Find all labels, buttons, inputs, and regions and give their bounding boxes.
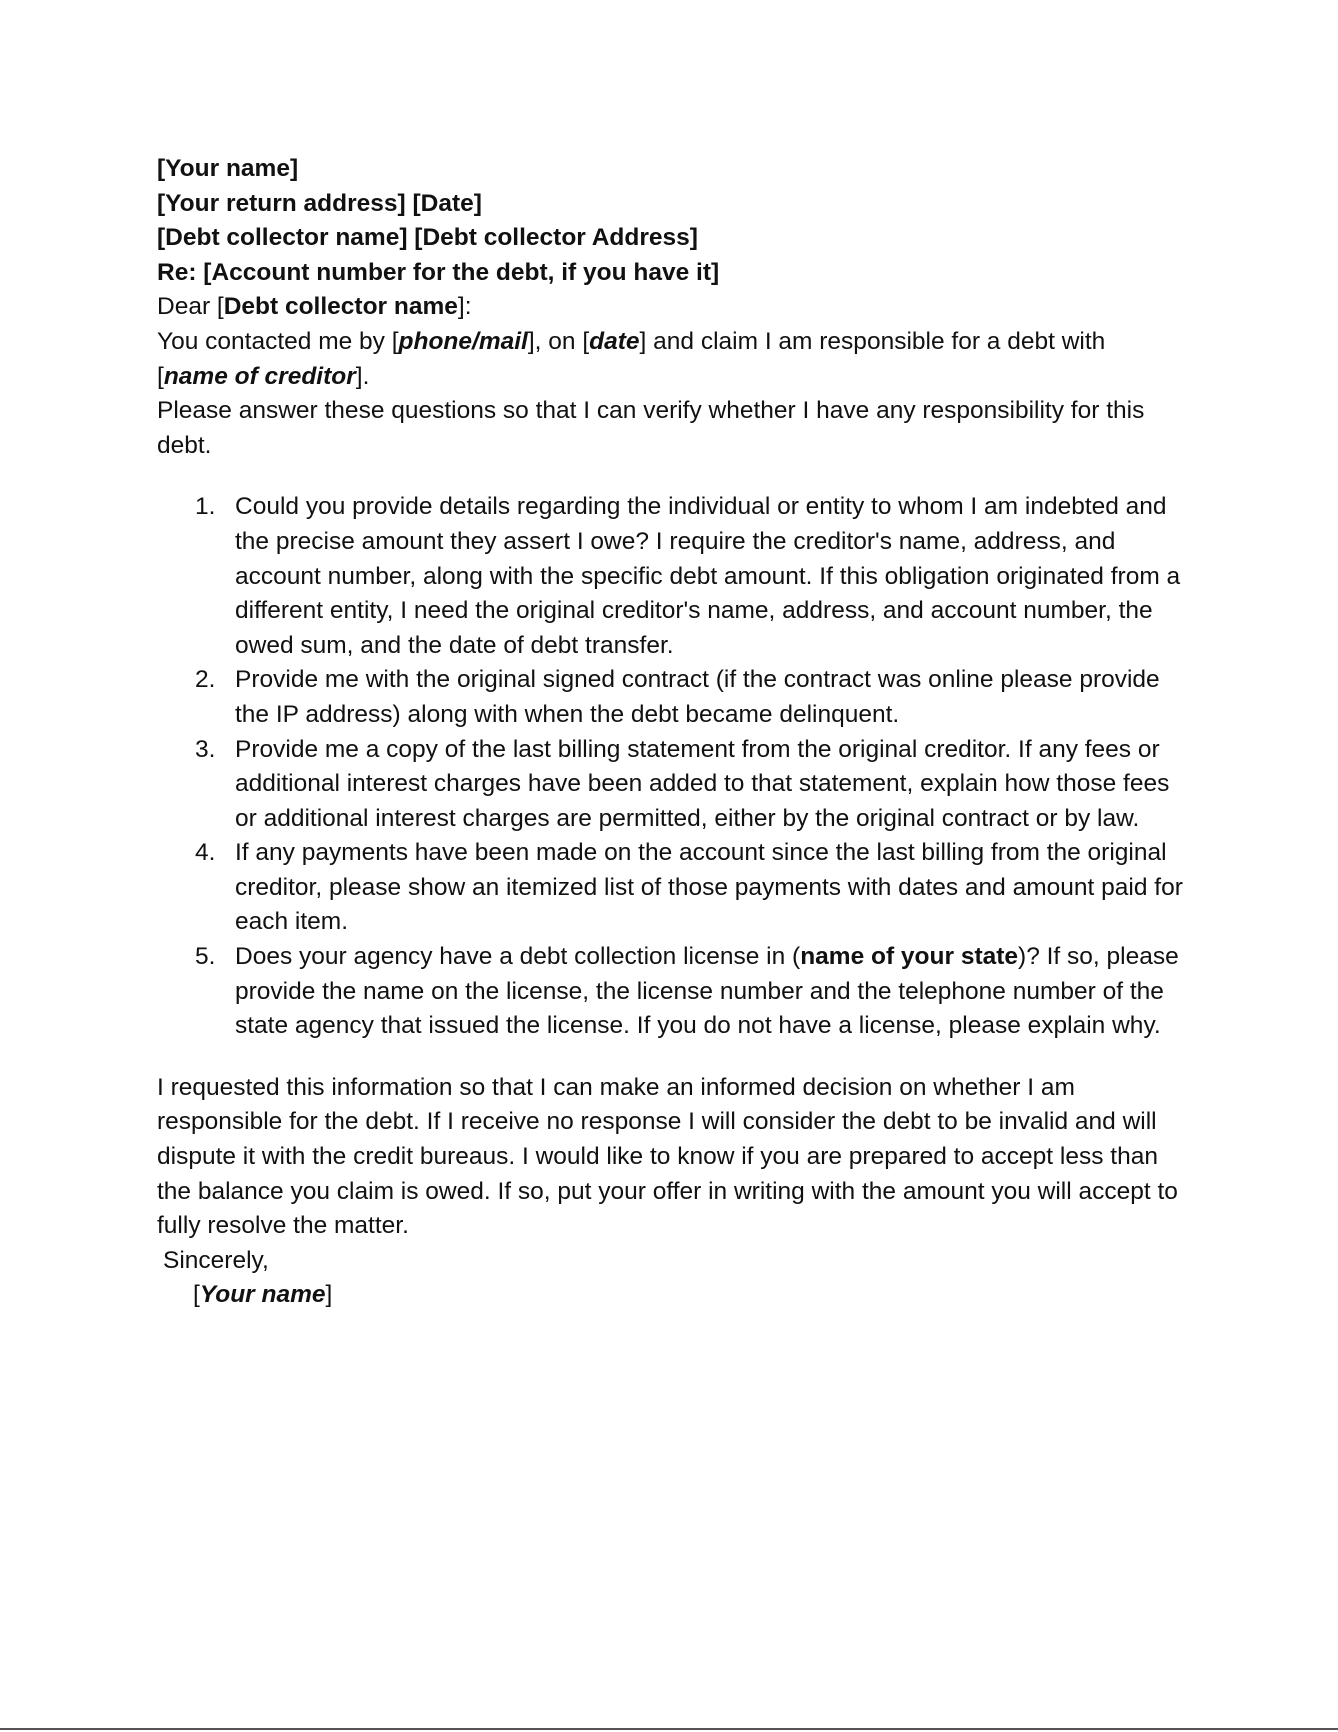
intro-text: ]. (355, 362, 370, 390)
intro-text: ], on [ (527, 327, 590, 355)
intro-line-2 (157, 360, 1197, 395)
sender-address-date: [Your return address] [Date] (157, 189, 482, 217)
sign-off: Sincerely, (163, 1246, 269, 1274)
list-item-text: Could you provide details regarding the individual or entity to whom I am indebted and the precise amount they assert I owe? I require the creditor's name, address, and account number, along with the specific debt amount. If this obligation originated from a different entity, I need the original creditor's name, address, and account number, the owed sum, and the date of debt transfer. (235, 493, 1181, 659)
signature-name-placeholder: Your name (199, 1281, 326, 1309)
creditor-placeholder: name of creditor (163, 362, 356, 390)
list-item-text: If any payments have been made on the account since the last billing from the original creditor, please show an itemized list of those payments with dates and amount paid for each item. (235, 839, 1183, 936)
closing-paragraph: I requested this information so that I can make an informed decision on whether I am responsible for the debt. If I receive no response I will consider the debt to be invalid and will dispute it with the credit bureaus. I would like to know if you are prepared to accept less than the balance you claim is owed. If so, put your offer in writing with the amount you will accept to fully resolve the matter. (157, 1073, 1178, 1240)
list-item (157, 490, 1197, 663)
intro-text: [ (157, 362, 164, 390)
list-item (157, 836, 1197, 940)
sender-name: [Your name] (157, 155, 299, 182)
questions-list (157, 490, 1197, 1044)
list-item-number: 3. (195, 735, 216, 763)
salutation (157, 290, 1197, 325)
date-placeholder: date (589, 327, 640, 355)
list-item (157, 733, 1197, 837)
signature-bracket: ] (325, 1281, 333, 1309)
list-item-text-part: Does your agency have a debt collection license in ( (235, 943, 801, 971)
letter-body (157, 152, 1197, 1313)
signature (157, 1278, 1197, 1313)
list-item-text: Provide me with the original signed contract (if the contract was online please provide the IP address) along with when the debt became delinquent. (235, 666, 1160, 728)
list-item (157, 663, 1197, 732)
salutation-suffix: ]: (457, 293, 472, 321)
salutation-name: Debt collector name (223, 293, 458, 321)
list-item-number: 4. (195, 839, 216, 867)
intro-paragraph: Please answer these questions so that I can verify whether I have any responsibility for this debt. (157, 397, 1145, 459)
list-item (157, 940, 1197, 1044)
list-item-text (235, 943, 1179, 1039)
intro-text: You contacted me by [ (157, 327, 399, 355)
contact-method-placeholder: phone/mail (398, 327, 528, 355)
page-bottom-border (0, 1728, 1338, 1730)
signature-bracket: [ (193, 1281, 200, 1309)
list-item-number: 1. (195, 493, 216, 521)
salutation-prefix: Dear [ (157, 293, 224, 321)
intro-line-1 (157, 325, 1197, 360)
recipient-name-address: [Debt collector name] [Debt collector Address] (157, 224, 698, 252)
list-item-number: 5. (195, 943, 216, 971)
list-item-text-part: )? If so, please provide the name on the license, the license number and the telephone number of the state agency that issued the license. If you do not have a license, please explain why. (235, 943, 1179, 1040)
state-placeholder: name of your state (800, 943, 1019, 971)
re-line: Re: [Account number for the debt, if you have it] (157, 258, 720, 286)
intro-text: ] and claim I am responsible for a debt with (639, 327, 1106, 355)
list-item-text: Provide me a copy of the last billing statement from the original creditor. If any fees or additional interest charges have been added to that statement, explain how those fees or additional interest charges are permitted, either by the original contract or by law. (235, 735, 1170, 832)
list-item-number: 2. (195, 666, 216, 694)
